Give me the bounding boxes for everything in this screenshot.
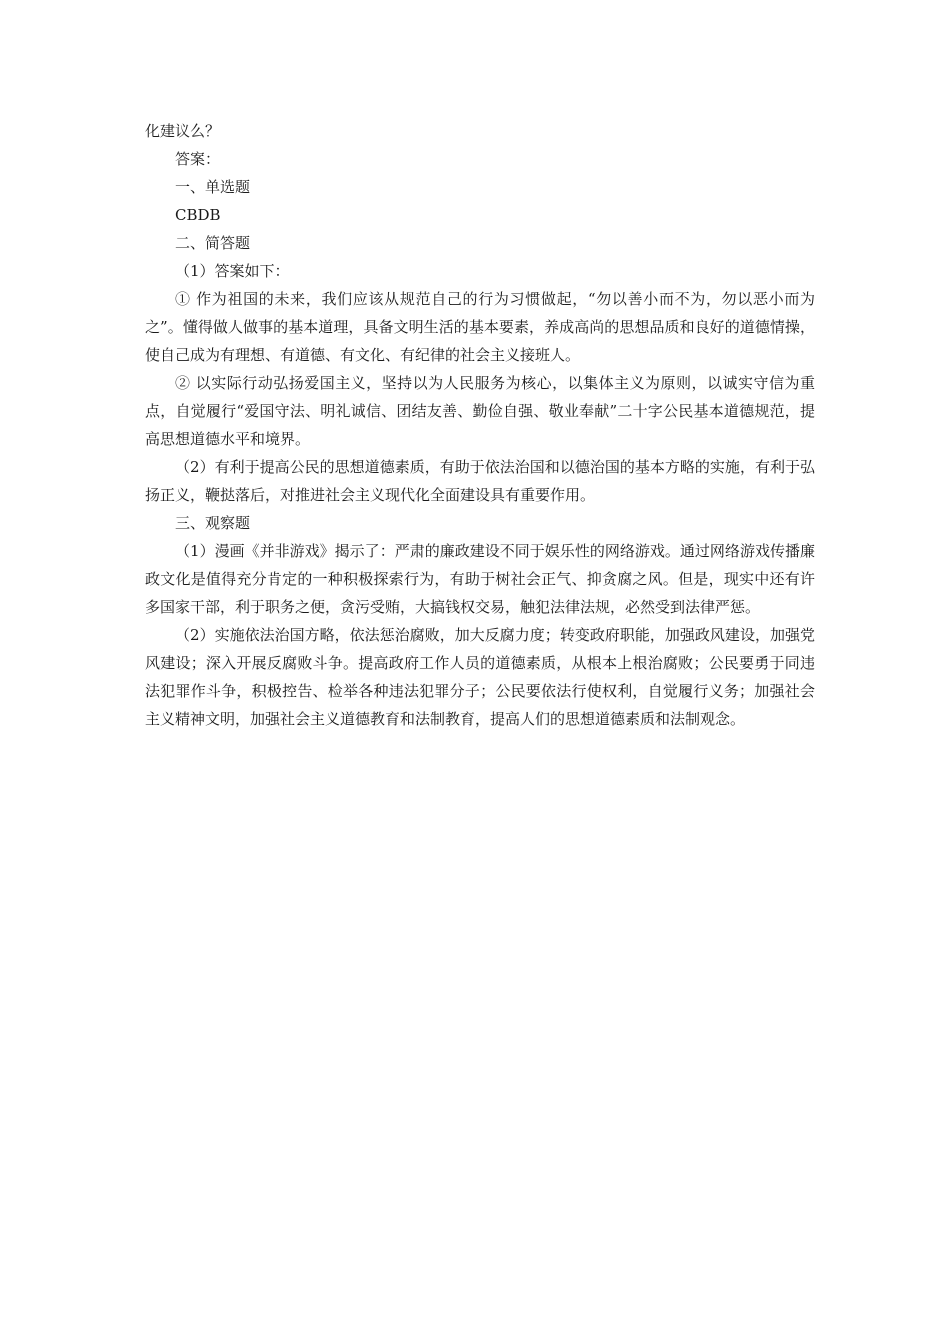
section1-title: 一、单选题 xyxy=(175,178,251,196)
section2-title: 二、简答题 xyxy=(175,234,251,252)
section3-title: 三、观察题 xyxy=(175,514,251,532)
section3-q2-paragraph: （2）实施依法治国方略，依法惩治腐败，加大反腐力度；转变政府职能，加强政风建设，加强党风建设；深入开展反腐败斗争。提高政府工作人员的道德素质，从根本上根治腐败；公民要勇于同违法犯罪作斗争，积极控告、检举各种违法犯罪分子；公民要依法行使权利，自觉履行义务；加强社会主义精神文明，加强社会主义道德教育和法制教育，提高人们的思想道德素质和法制观念。 xyxy=(145,626,815,728)
section2-q1-paragraph-2: ② 以实际行动弘扬爱国主义，坚持以为人民服务为核心，以集体主义为原则，以诚实守信为重点，自觉履行“爱国守法、明礼诚信、团结友善、勤俭自强、敬业奉献”二十字公民基本道德规范，提高思想道德水平和境界。 xyxy=(145,374,815,448)
section3-q1-paragraph: （1）漫画《并非游戏》揭示了：严肃的廉政建设不同于娱乐性的网络游戏。通过网络游戏传播廉政文化是值得充分肯定的一种积极探索行为，有助于树社会正气、抑贪腐之风。但是，现实中还有许多国家干部，利于职务之便，贪污受贿，大搞钱权交易，触犯法律法规，必然受到法律严惩。 xyxy=(145,542,815,616)
section2-q1-paragraph-1: ① 作为祖国的未来，我们应该从规范自己的行为习惯做起，“勿以善小而不为，勿以恶小而为之”。懂得做人做事的基本道理，具备文明生活的基本要素，养成高尚的思想品质和良好的道德情操，使自己成为有理想、有道德、有文化、有纪律的社会主义接班人。 xyxy=(145,290,815,364)
section2-q2-paragraph: （2）有利于提高公民的思想道德素质，有助于依法治国和以德治国的基本方略的实施，有利于弘扬正义，鞭挞落后，对推进社会主义现代化全面建设具有重要作用。 xyxy=(145,458,815,504)
document-page xyxy=(145,117,815,733)
section1-answers: CBDB xyxy=(175,206,221,224)
lead-line: 化建议么？ xyxy=(145,122,221,140)
section2-q1-intro: （1）答案如下： xyxy=(175,262,290,280)
answer-heading: 答案： xyxy=(175,150,221,168)
